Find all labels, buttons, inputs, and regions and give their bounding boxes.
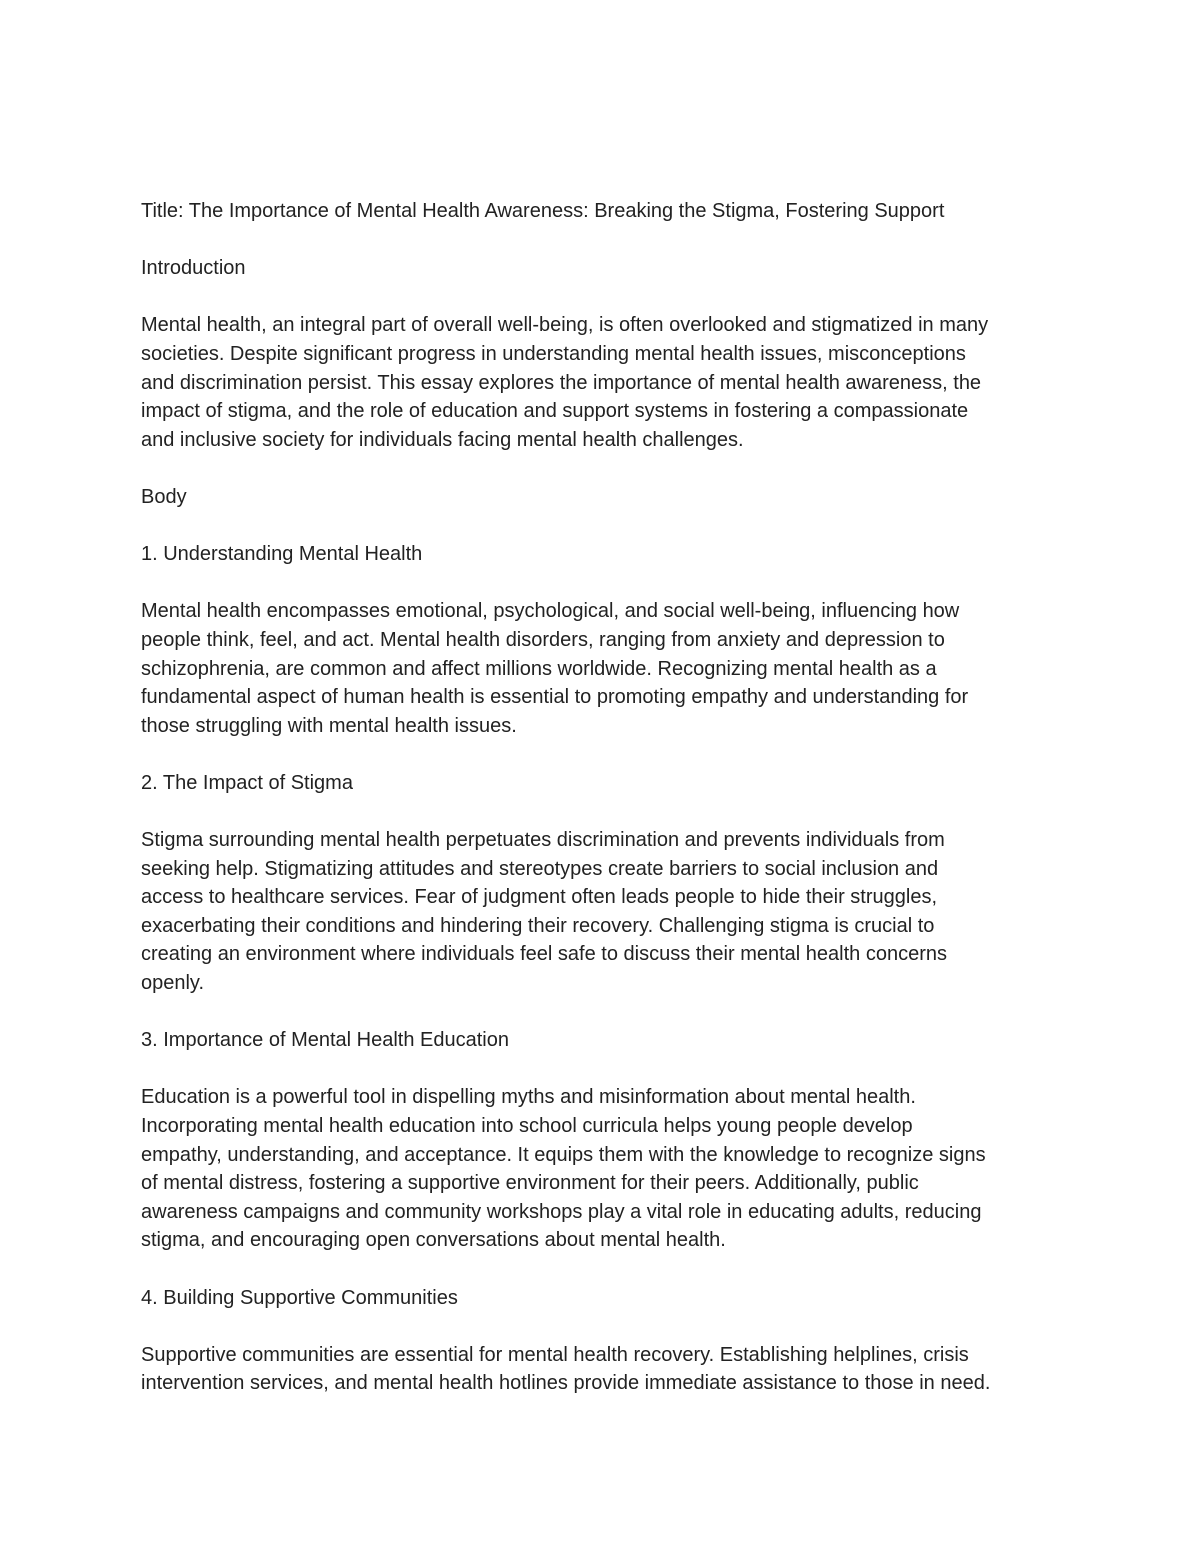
- document-body: [141, 197, 1071, 1398]
- section-heading-communities: 4. Building Supportive Communities: [141, 1286, 458, 1309]
- section-paragraph-stigma: Stigma surrounding mental health perpetuates discrimination and prevents individuals from seeking help. Stigmatizing attitudes and stereotypes create barriers to social inclusion and access to healthcare services. Fear of judgment often leads people to hide their struggles, exacerbating their conditions and hindering their recovery. Challenging stigma is crucial to creating an environment where individuals feel safe to discuss their mental health concerns openly.: [141, 829, 947, 995]
- section-heading-education: 3. Importance of Mental Health Education: [141, 1029, 509, 1052]
- section-paragraph-communities: Supportive communities are essential for mental health recovery. Establishing helplines, crisis intervention services, and mental health hotlines provide immediate assistance to those in need.: [141, 1343, 991, 1395]
- section-heading-understanding: 1. Understanding Mental Health: [141, 543, 423, 566]
- introduction-paragraph: Mental health, an integral part of overall well-being, is often overlooked and stigmatized in many societies. Despite significant progress in understanding mental health issues, misconceptions and discrimination persist. This essay explores the importance of mental health awareness, the impact of stigma, and the role of education and support systems in fostering a compassionate and inclusive society for individuals facing mental health challenges.: [141, 314, 989, 451]
- document-title: Title: The Importance of Mental Health Awareness: Breaking the Stigma, Fostering Support: [141, 200, 945, 222]
- section-paragraph-understanding: Mental health encompasses emotional, psychological, and social well-being, influencing how people think, feel, and act. Mental health disorders, ranging from anxiety and depression to schizophrenia, are common and affect millions worldwide. Recognizing mental health as a fundamental aspect of human health is essential to promoting empathy and understanding for those struggling with mental health issues.: [141, 600, 969, 737]
- section-heading-stigma: 2. The Impact of Stigma: [141, 771, 353, 794]
- body-heading: Body: [141, 485, 187, 508]
- introduction-heading: Introduction: [141, 257, 246, 280]
- section-paragraph-education: Education is a powerful tool in dispelling myths and misinformation about mental health. Incorporating mental health education into school curricula helps young people develop empathy, understanding, and acceptance. It equips them with the knowledge to recognize signs of mental distress, fostering a supportive environment for their peers. Additionally, public awareness campaigns and community workshops play a vital role in educating adults, reducing stigma, and encouraging open conversations about mental health.: [141, 1086, 986, 1252]
